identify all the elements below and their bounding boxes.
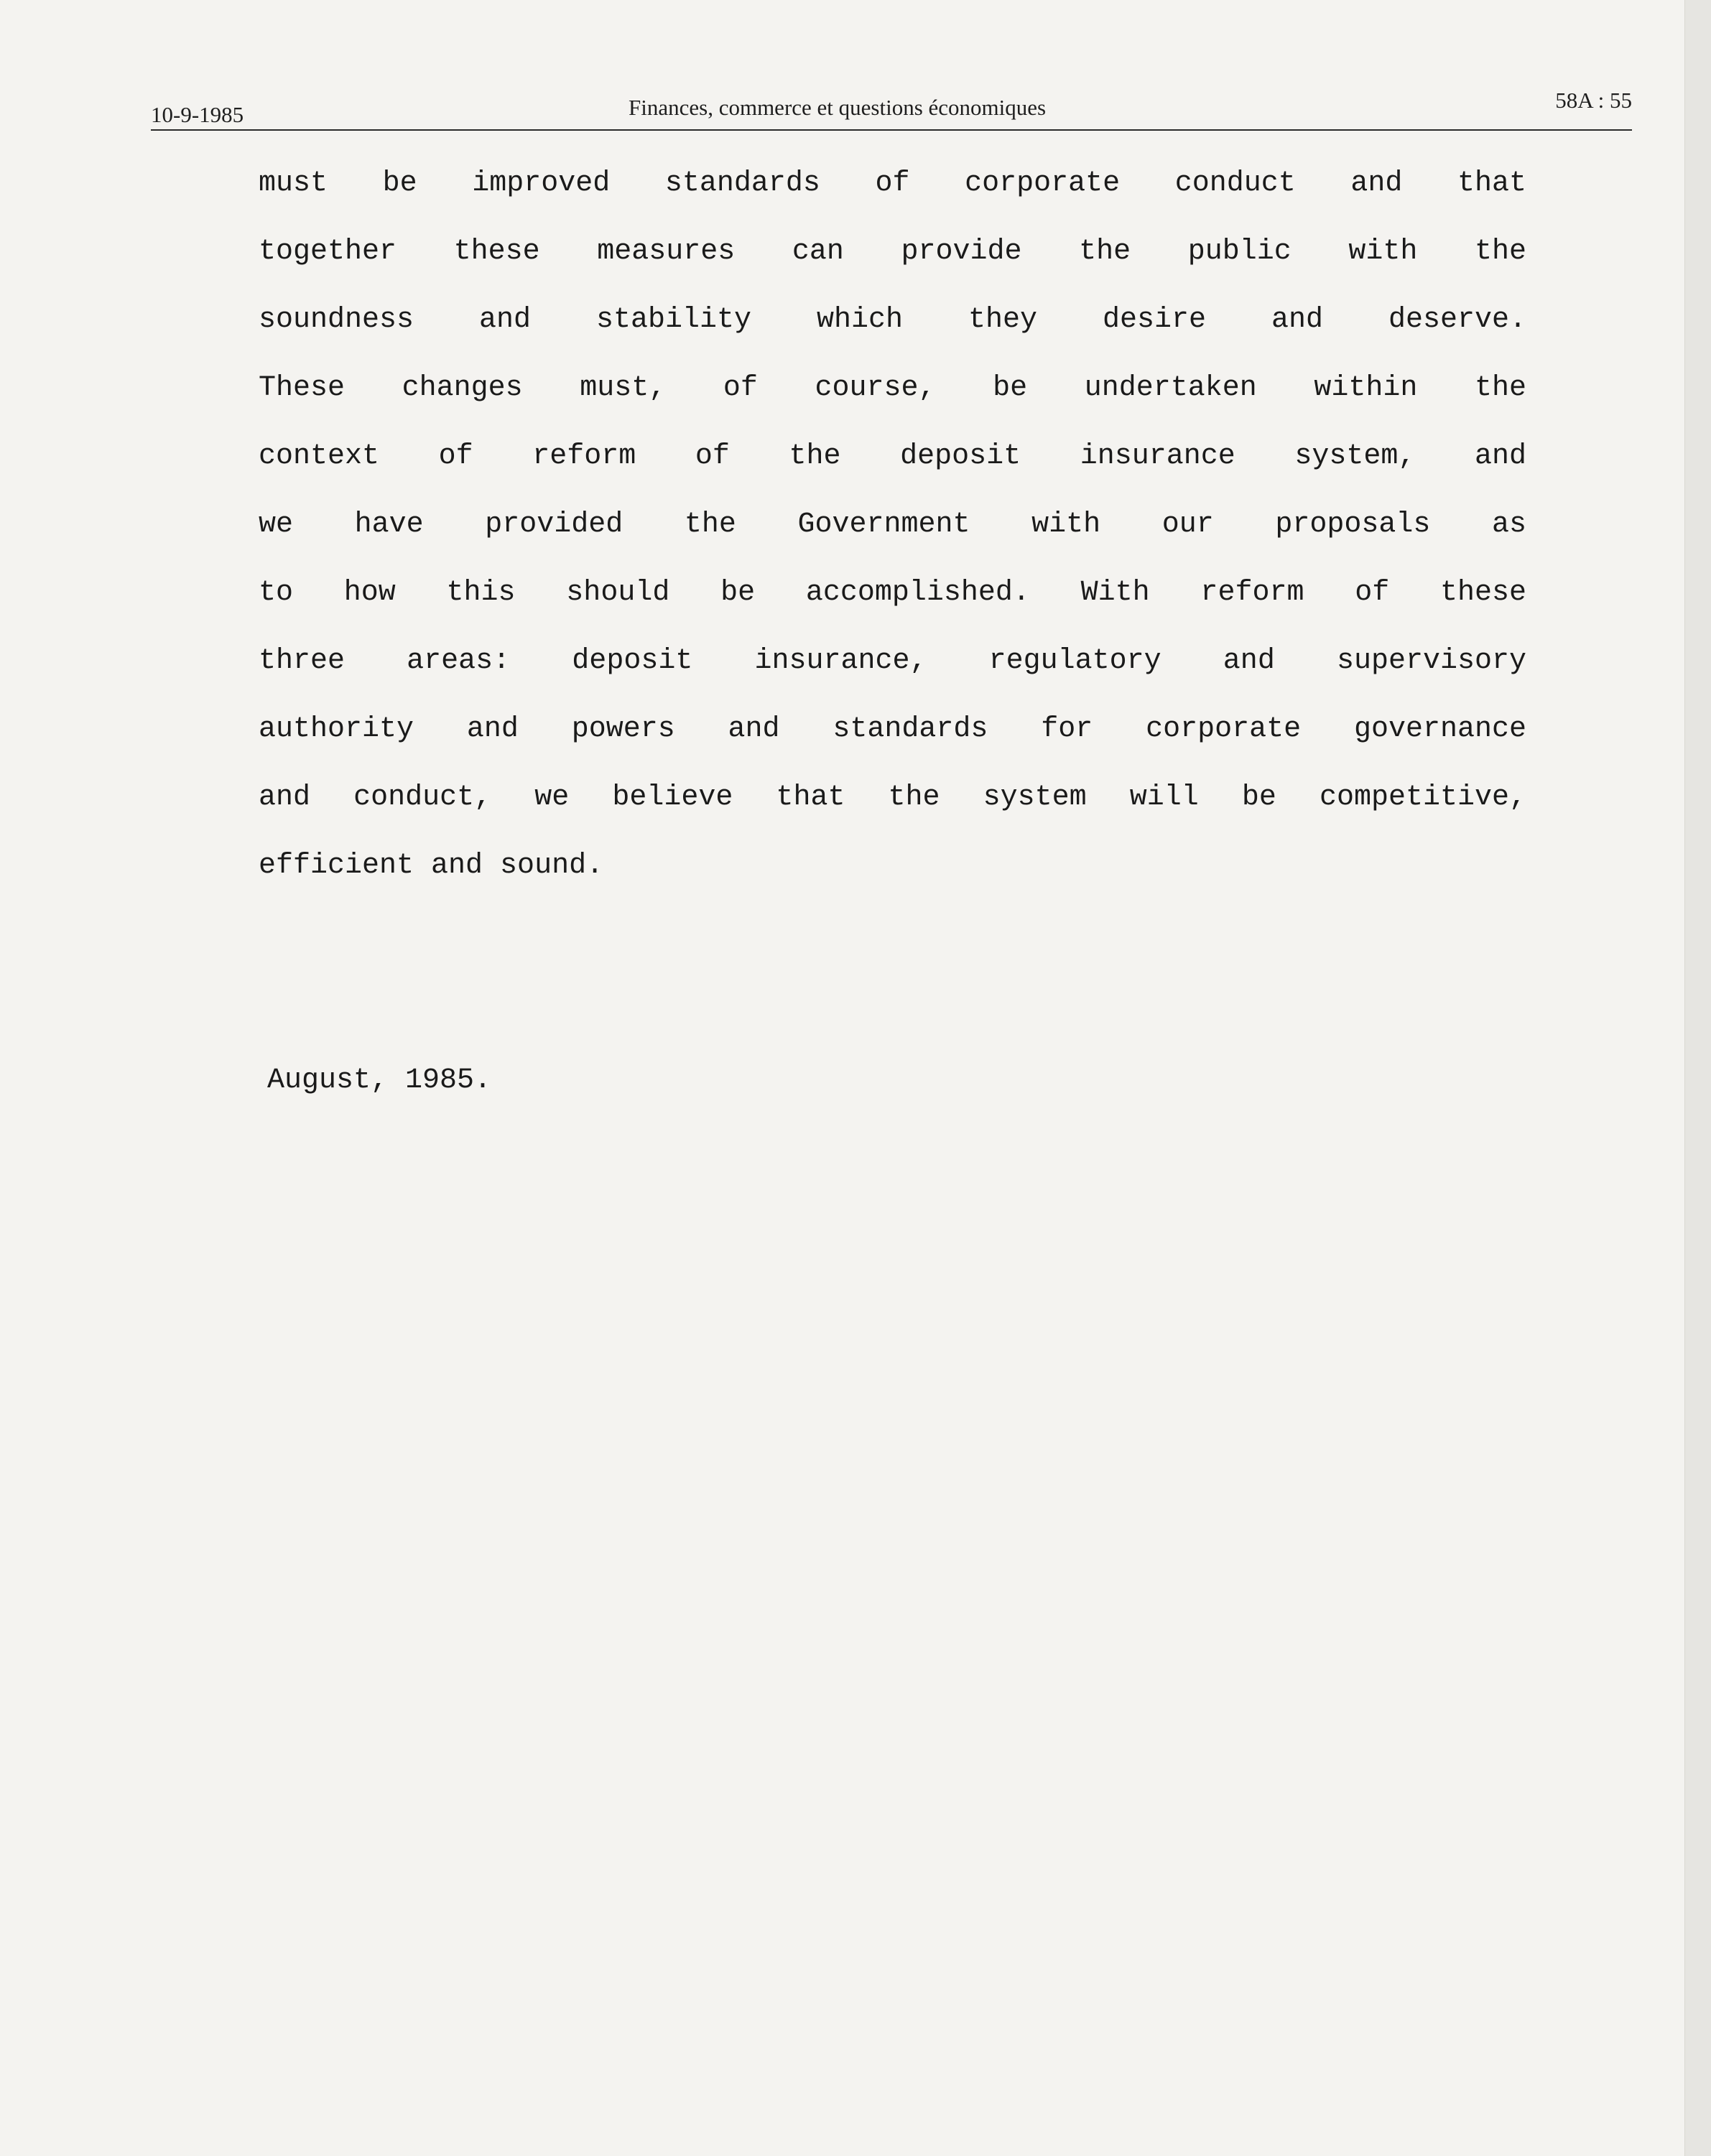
page-header (151, 85, 1632, 128)
paragraph-line: authority and powers and standards for corporate governance (259, 713, 1526, 745)
header-rule (151, 129, 1632, 131)
header-date: 10-9-1985 (151, 102, 244, 127)
paragraph-line: must be improved standards of corporate conduct and that (259, 167, 1526, 200)
paragraph-line: soundness and stability which they desire and deserve. (259, 304, 1526, 336)
paragraph-line: to how this should be accomplished. With reform of these (259, 577, 1526, 609)
header-title: Finances, commerce et questions économiques (629, 95, 1047, 120)
paragraph-line: and conduct, we believe that the system will be competitive, (259, 781, 1526, 814)
paragraph-line: efficient and sound. (259, 850, 604, 882)
page-edge (1684, 0, 1711, 2156)
paragraph-line: together these measures can provide the public with the (259, 236, 1526, 268)
paragraph-line: three areas: deposit insurance, regulatory and supervisory (259, 645, 1526, 677)
paragraph-line: These changes must, of course, be undertaken within the (259, 372, 1526, 404)
signoff-date: August, 1985. (267, 1064, 492, 1097)
header-page-reference: 58A : 55 (1555, 88, 1632, 113)
paragraph-line: context of reform of the deposit insurance system, and (259, 440, 1526, 473)
paragraph-line: we have provided the Government with our proposals as (259, 508, 1526, 541)
